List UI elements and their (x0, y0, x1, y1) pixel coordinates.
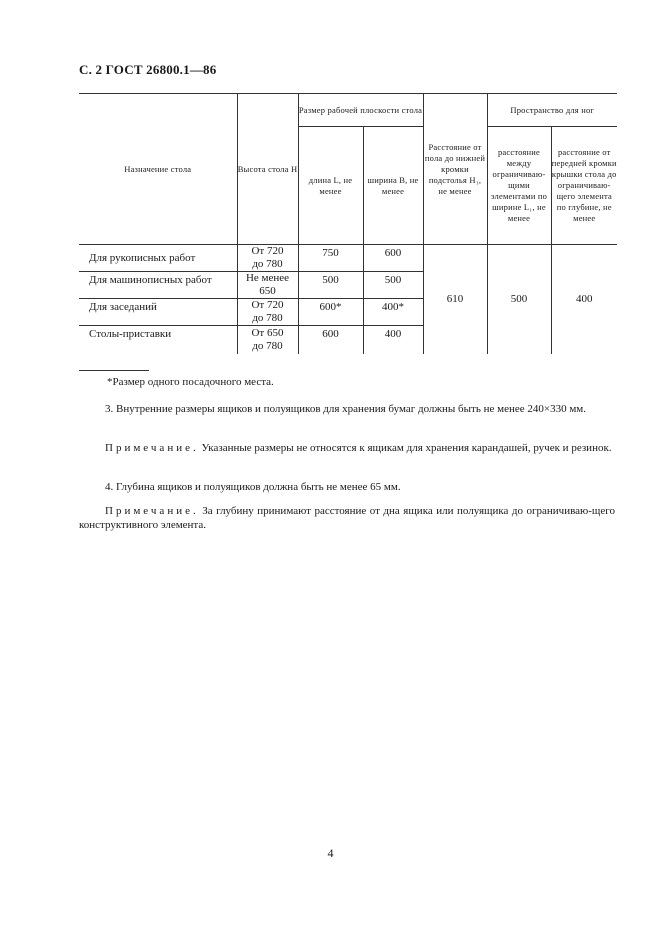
header-floor-distance: Расстояние от пола до нижней кромки подстолья H₁, не менее (423, 94, 487, 245)
paragraph-4-text: 4. Глубина ящиков и полуящиков должна быть не менее 65 мм. (105, 481, 401, 493)
header-length: длина L, не менее (298, 127, 363, 245)
row-height (237, 326, 298, 354)
row-height-line2: до 780 (252, 258, 283, 270)
row-height-line1: Не менее (245, 272, 290, 284)
merged-between-elements: 500 (487, 245, 551, 354)
header-purpose: Назначение стола (79, 94, 237, 245)
note-1 (79, 442, 615, 456)
row-length: 500 (298, 272, 363, 299)
row-height-line1: От 650 (251, 326, 284, 339)
document-header: С. 2 ГОСТ 26800.1—86 (79, 62, 217, 77)
header-work-surface: Размер рабочей плоскости стола (298, 94, 423, 127)
paragraph-4 (79, 481, 615, 495)
note-1-text: Указанные размеры не относятся к ящикам для хранения карандашей, ручек и резинок. (198, 442, 612, 454)
row-width: 600 (363, 245, 423, 272)
header-between-elements: расстояние между ограничиваю-щими элементами по ширине L₁, не менее (487, 127, 551, 245)
merged-front-edge: 400 (551, 245, 617, 354)
footnote: *Размер одного посадочного места. (107, 376, 274, 388)
row-height (237, 299, 298, 326)
header-leg-space: Пространство для ног (487, 94, 617, 127)
merged-floor-distance: 610 (423, 245, 487, 354)
row-height-line2: до 780 (252, 339, 283, 352)
page-number: 4 (327, 846, 334, 860)
paragraph-3-text: 3. Внутренние размеры ящиков и полуящиков для хранения бумаг должны быть не менее 240×330 мм. (105, 403, 586, 415)
row-purpose: Для машинописных работ (79, 272, 237, 299)
footnote-divider (79, 370, 149, 371)
row-height-line1: От 720 (251, 245, 284, 257)
row-purpose: Для заседаний (79, 299, 237, 326)
header-width: ширина B, не менее (363, 127, 423, 245)
row-width: 500 (363, 272, 423, 299)
header-height (237, 94, 298, 245)
row-width: 400* (363, 299, 423, 326)
row-height (237, 245, 298, 272)
row-height-line2: до 780 (252, 312, 283, 324)
row-length: 750 (298, 245, 363, 272)
row-height (237, 272, 298, 299)
row-purpose: Для рукописных работ (79, 245, 237, 272)
row-purpose: Столы-приставки (89, 328, 172, 340)
header-front-edge: расстояние от передней кромки крышки стола до ограничиваю-щего элемента по глубине, не менее (551, 127, 617, 245)
table-row (79, 245, 617, 272)
dimensions-table (79, 93, 617, 354)
row-height-line2: 650 (259, 285, 276, 297)
note-1-label: Примечание. (105, 442, 199, 454)
header-height-text: Высота стола H (237, 163, 298, 174)
note-2-text: За глубину принимают расстояние от дна ящика или полуящика до ограничиваю-щего конструктивного элемента. (79, 505, 615, 531)
row-length: 600 (298, 326, 363, 354)
paragraph-3 (79, 403, 615, 417)
row-height-line1: От 720 (251, 299, 284, 311)
row-width: 400 (363, 326, 423, 354)
note-2-label: Примечание. (105, 505, 199, 517)
note-2 (79, 505, 615, 532)
row-length: 600* (298, 299, 363, 326)
